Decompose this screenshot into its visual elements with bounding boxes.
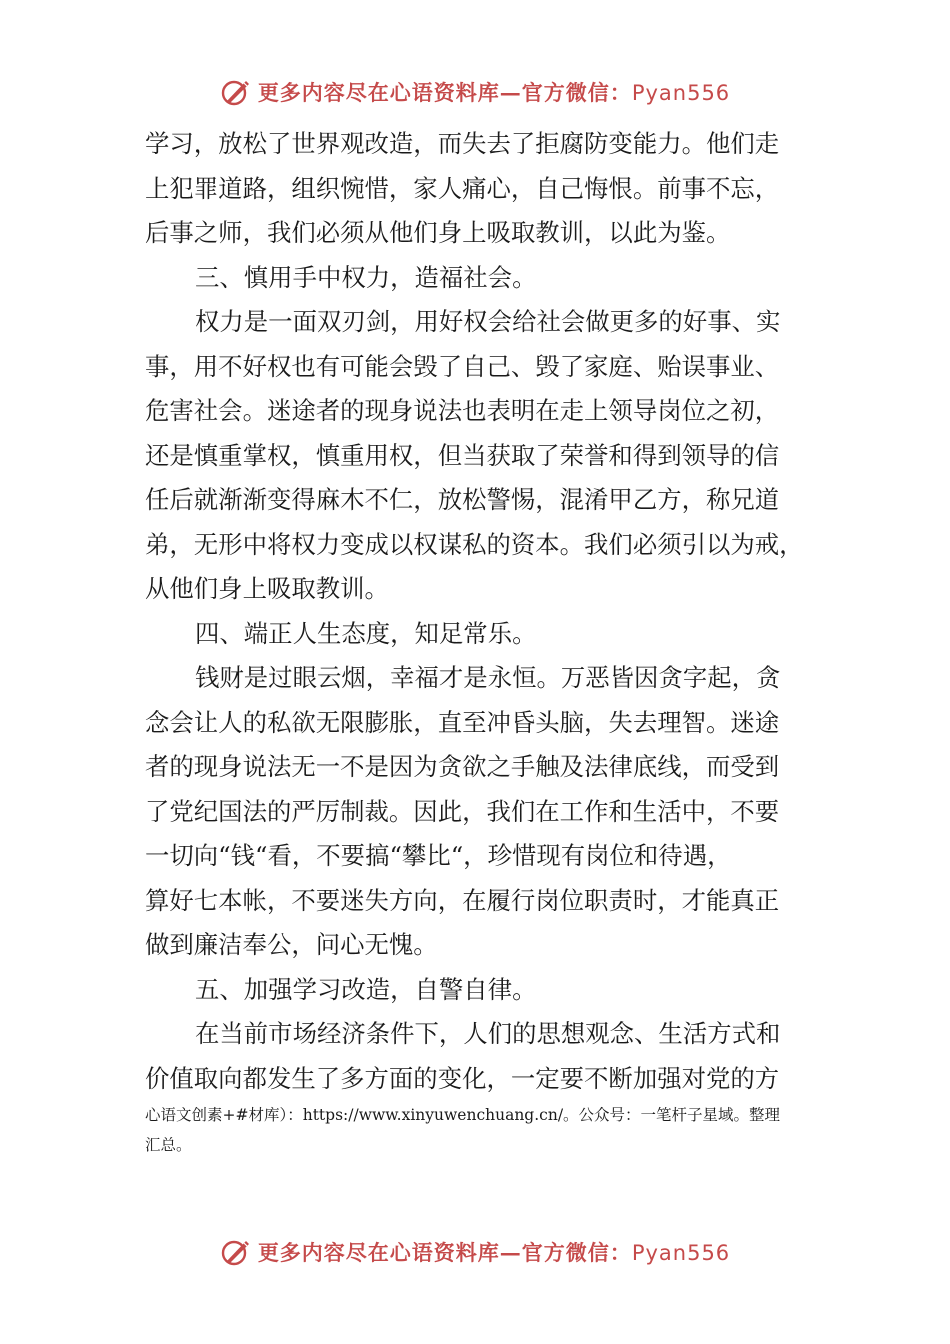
text-line: 钱财是过眼云烟，幸福才是永恒。万恶皆因贪字起，贪 — [195, 663, 781, 692]
text-line: 后事之师，我们必须从他们身上吸取教训，以此为鉴。 — [145, 218, 731, 247]
text-line: 四、端正人生态度，知足常乐。 — [195, 618, 537, 648]
banner-prefix: 更多内容尽在心语资料库—官方微信： — [257, 80, 632, 105]
banner-wechat-id: Pyan556 — [631, 1241, 731, 1265]
footnote-line-1: 心语文创素+#材库）：https://www.xinyuwenchuang.cn/。公众号：一笔杆子星域。整理 — [145, 1106, 781, 1124]
banner-text — [258, 77, 730, 107]
text-line: 价值取向都发生了多方面的变化，一定要不断加强对党的方 — [145, 1063, 780, 1093]
pen-logo-icon — [220, 1236, 252, 1268]
text-line: 算好七本帐，不要迷失方向，在履行岗位职责时，才能真正 — [145, 885, 780, 915]
text-line: 任后就渐渐变得麻木不仁，放松警惕，混淆甲乙方，称兄道 — [145, 485, 780, 514]
text-line: 还是慎重掌权，慎重用权，但当获取了荣誉和得到领导的信 — [145, 440, 780, 470]
footer-banner — [0, 1230, 950, 1274]
text-line: 上犯罪道路，组织惋惜，家人痛心，自己悔恨。前事不忘， — [145, 173, 780, 203]
banner-text — [258, 1237, 730, 1267]
header-banner — [0, 70, 950, 114]
text-line: 做到廉洁奉公，问心无愧。 — [145, 930, 438, 959]
text-line: 从他们身上吸取教训。 — [145, 574, 389, 603]
text-line: 念会让人的私欲无限膨胀，直至冲昏头脑，失去理智。迷途 — [145, 707, 780, 737]
document-body — [145, 122, 817, 1101]
text-line: 在当前市场经济条件下，人们的思想观念、生活方式和 — [195, 1019, 781, 1048]
footnote-line-2: 汇总。 — [145, 1136, 192, 1154]
banner-wechat-id: Pyan556 — [631, 81, 731, 105]
footnote — [145, 1100, 835, 1160]
banner-prefix: 更多内容尽在心语资料库—官方微信： — [257, 1240, 632, 1265]
text-line: 事，用不好权也有可能会毁了自己、毁了家庭、贻误事业、 — [145, 351, 780, 381]
text-line: 危害社会。迷途者的现身说法也表明在走上领导岗位之初， — [145, 396, 780, 425]
text-line: 三、慎用手中权力，造福社会。 — [195, 262, 537, 292]
text-line: 弟，无形中将权力变成以权谋私的资本。我们必须引以为戒， — [145, 529, 804, 559]
text-line: 学习，放松了世界观改造，而失去了拒腐防变能力。他们走 — [145, 129, 780, 158]
text-line: 权力是一面双刃剑，用好权会给社会做更多的好事、实 — [195, 307, 781, 336]
text-line: 五、加强学习改造，自警自律。 — [195, 974, 537, 1004]
text-line: 了党纪国法的严厉制裁。因此，我们在工作和生活中，不要 — [145, 796, 780, 826]
text-line: 一切向“钱“看，不要搞“攀比“，珍惜现有岗位和待遇， — [145, 841, 732, 870]
text-line: 者的现身说法无一不是因为贪欲之手触及法律底线，而受到 — [145, 752, 780, 781]
pen-logo-icon — [220, 76, 252, 108]
